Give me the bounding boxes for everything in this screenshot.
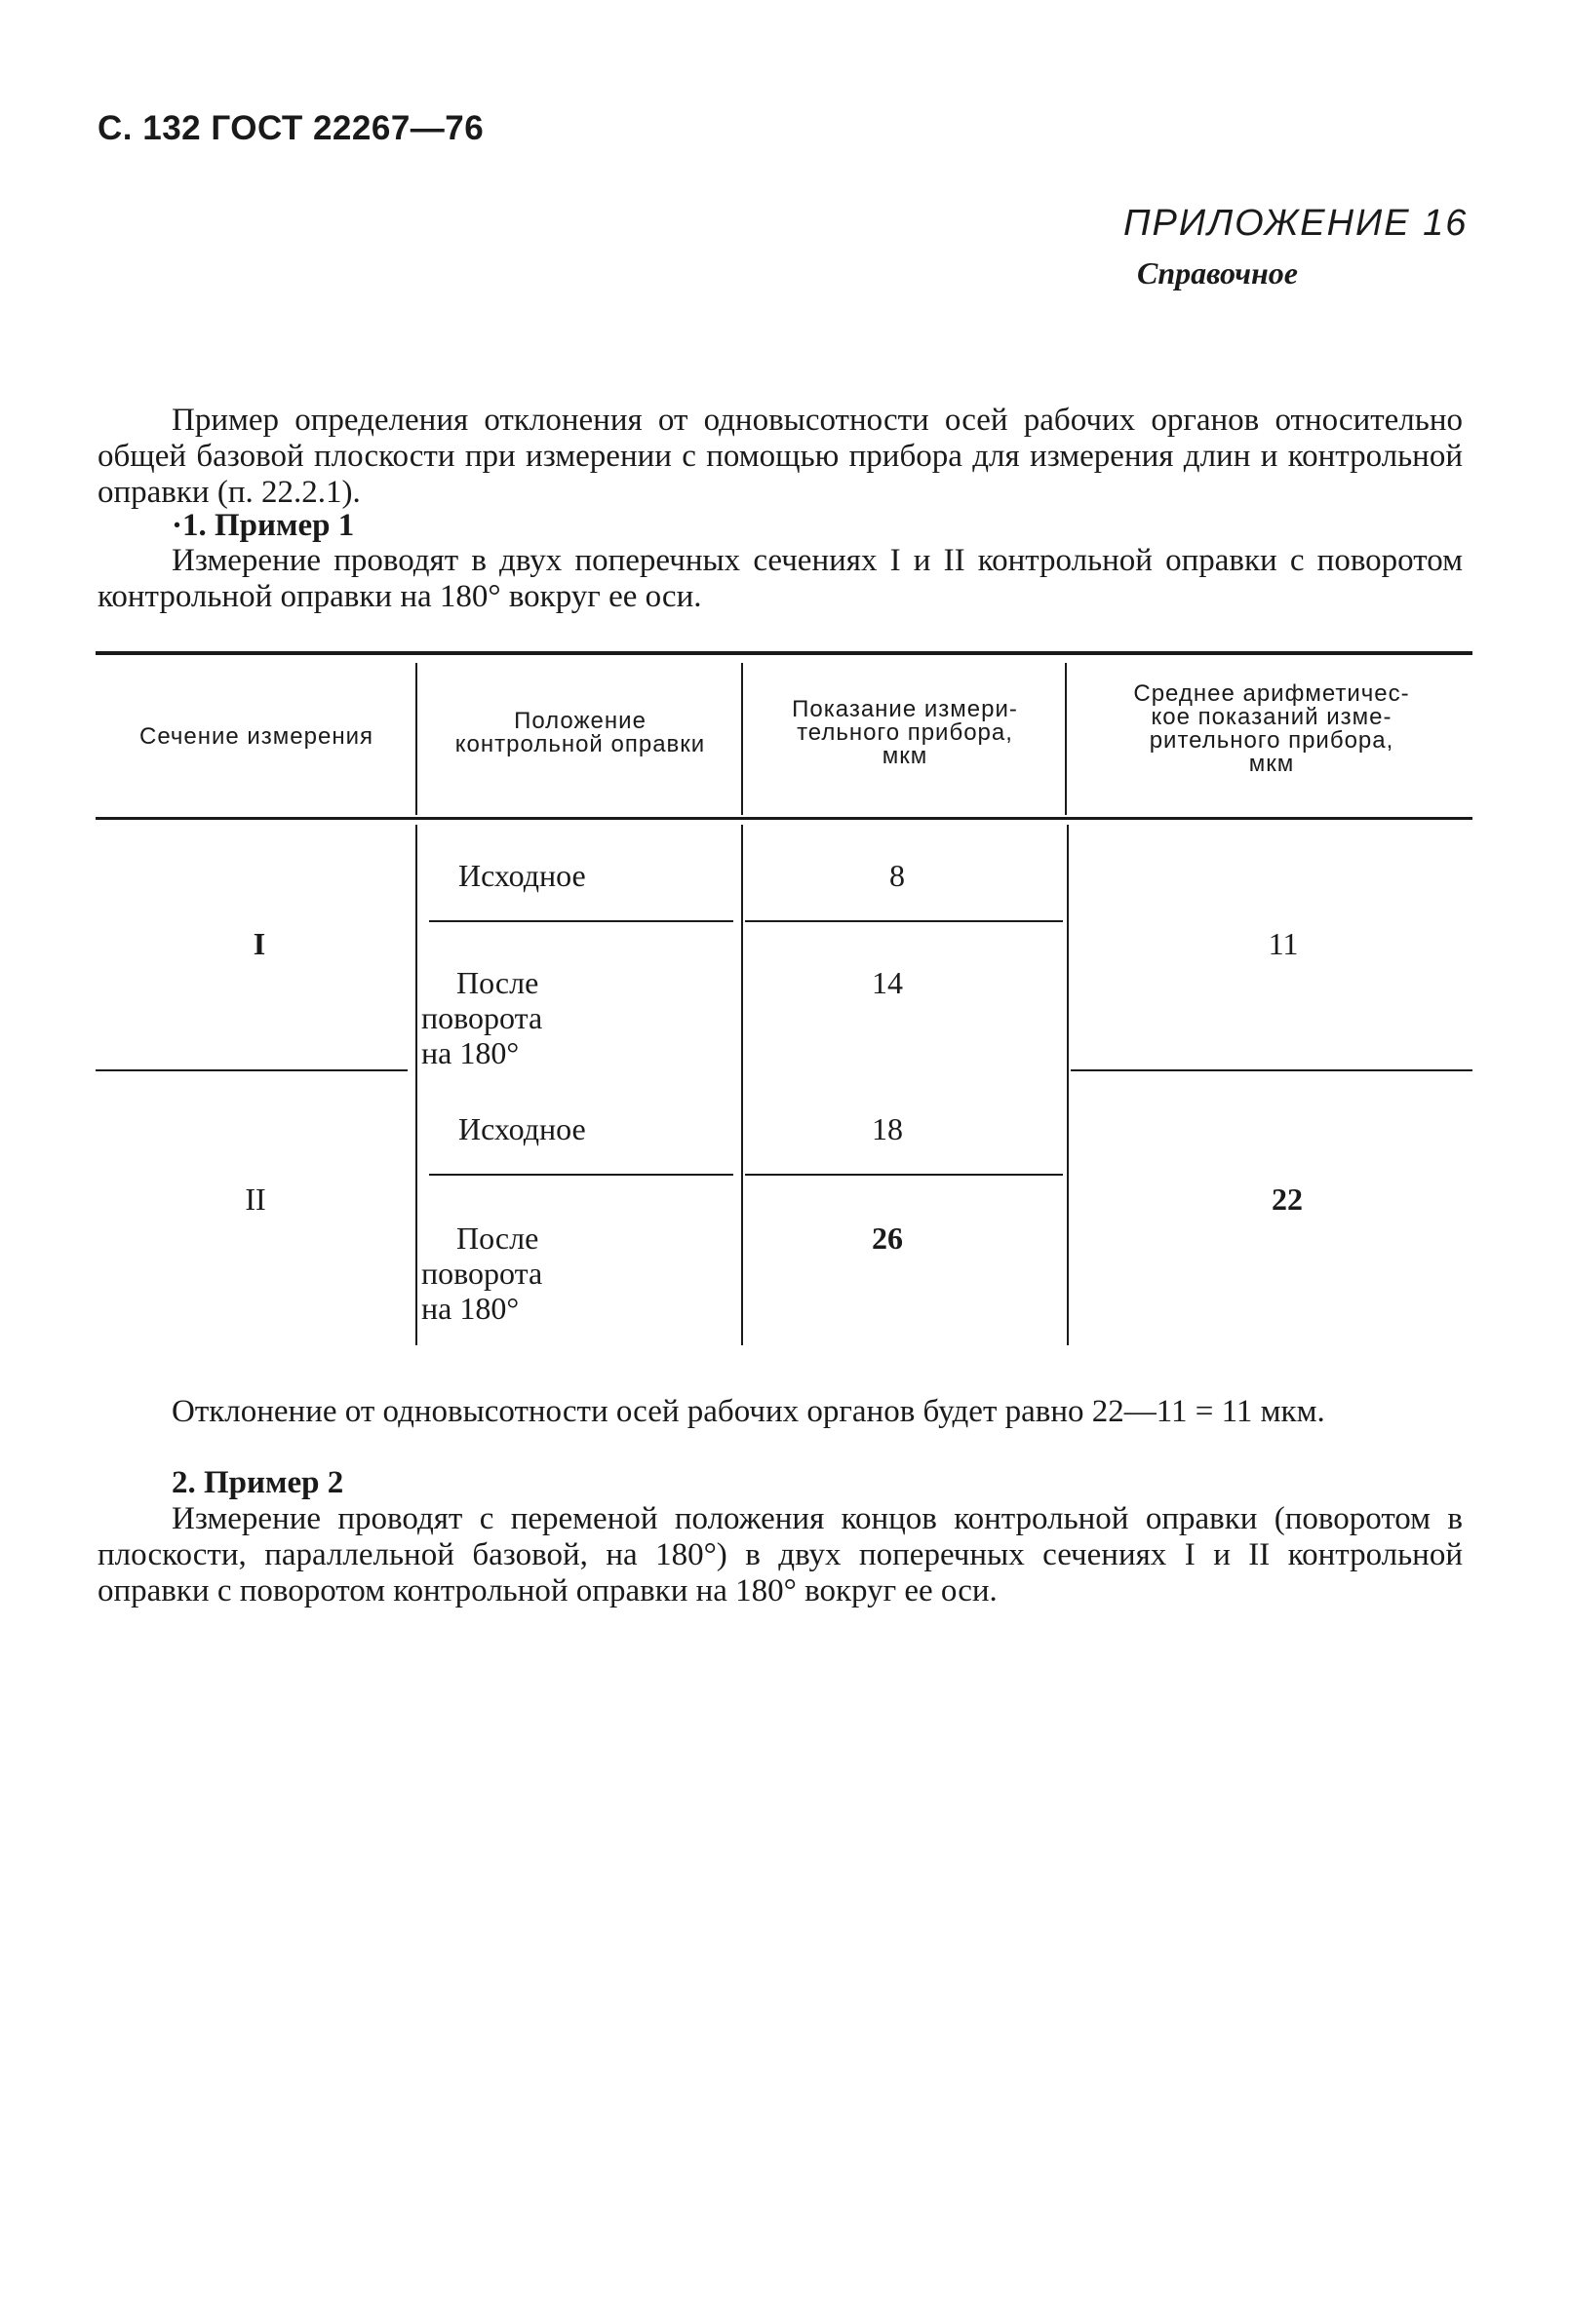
header-line: Сечение измерения	[138, 723, 374, 750]
table-subrow-rule	[745, 920, 1063, 922]
position-line: на 180°	[421, 1291, 520, 1326]
table-col-divider	[415, 663, 417, 815]
appendix-subtitle: Справочное	[1137, 255, 1298, 290]
table-col-divider	[1067, 825, 1069, 1345]
position-line: После	[456, 1220, 539, 1256]
table-reading-cell: 18	[872, 1111, 903, 1146]
table-col-divider	[741, 825, 743, 1345]
example2-text: Измерение проводят с переменой положения концов контрольной оправки (поворотом в плоскости, параллельной базовой, на 180°) в двух поперечных сечениях I и II контрольной оправки с поворотом контрольной оправки на 180° вокруг ее оси.	[98, 1501, 1463, 1608]
header-line: контрольной оправки	[454, 731, 706, 757]
result-paragraph: Отклонение от одновысотности осей рабочих органов будет равно 22—11 = 11 мкм.	[172, 1394, 1325, 1429]
table-position-cell: Исходное	[458, 858, 586, 893]
table-header-rule	[96, 817, 1472, 820]
example1-text: Измерение проводят в двух поперечных сечениях I и II контрольной оправки с поворотом контрольной оправки на 180° вокруг ее оси.	[98, 543, 1463, 614]
header-line: тельного прибора,	[797, 719, 1013, 746]
table-mean-cell: 11	[1268, 926, 1299, 961]
header-line: Показание измери-	[792, 696, 1018, 722]
table-position-cell: Исходное	[458, 1111, 586, 1146]
header-line: кое показаний изме-	[1151, 704, 1392, 730]
position-line: поворота	[421, 1256, 543, 1291]
table-section-cell: II	[245, 1181, 266, 1217]
table-subrow-rule	[429, 920, 733, 922]
table-position-cell	[421, 965, 542, 1070]
table-header-cell	[745, 698, 1065, 768]
header-line: мкм	[1248, 751, 1295, 777]
example2-heading: 2. Пример 2	[172, 1465, 344, 1500]
appendix-title: ПРИЛОЖЕНИЕ 16	[1123, 203, 1469, 244]
header-line: мкм	[882, 743, 928, 769]
header-line: Положение	[514, 708, 647, 734]
table-section-cell: I	[253, 926, 266, 961]
table-position-cell	[421, 1220, 542, 1326]
table-reading-cell: 8	[889, 858, 905, 893]
page-header: С. 132 ГОСТ 22267—76	[98, 109, 485, 147]
table-col-divider	[741, 663, 743, 815]
table-header-cell	[419, 710, 741, 756]
table-col-divider	[1065, 663, 1067, 815]
table-subrow-rule	[429, 1174, 733, 1176]
table-top-rule	[96, 651, 1472, 655]
position-line: После	[456, 965, 539, 1000]
position-line: поворота	[421, 1000, 543, 1035]
table-mean-cell: 22	[1272, 1181, 1303, 1217]
table-header-cell	[1071, 682, 1472, 776]
table-reading-cell: 26	[872, 1220, 903, 1256]
header-line: рительного прибора,	[1149, 727, 1394, 754]
example1-heading: ·1. Пример 1	[172, 508, 355, 543]
header-line: Среднее арифметичес-	[1133, 680, 1410, 707]
table-header-cell	[101, 725, 412, 749]
intro-paragraph: Пример определения отклонения от одновысотности осей рабочих органов относительно общей базовой плоскости при измерении с помощью прибора для измерения длин и контрольной оправки (п. 22.2.1).	[98, 403, 1463, 510]
position-line: на 180°	[421, 1035, 520, 1070]
table-subrow-rule	[745, 1174, 1063, 1176]
table-col-divider	[415, 825, 417, 1345]
table-reading-cell: 14	[872, 965, 903, 1000]
table-row-rule	[96, 1069, 408, 1071]
table-row-rule	[1071, 1069, 1472, 1071]
